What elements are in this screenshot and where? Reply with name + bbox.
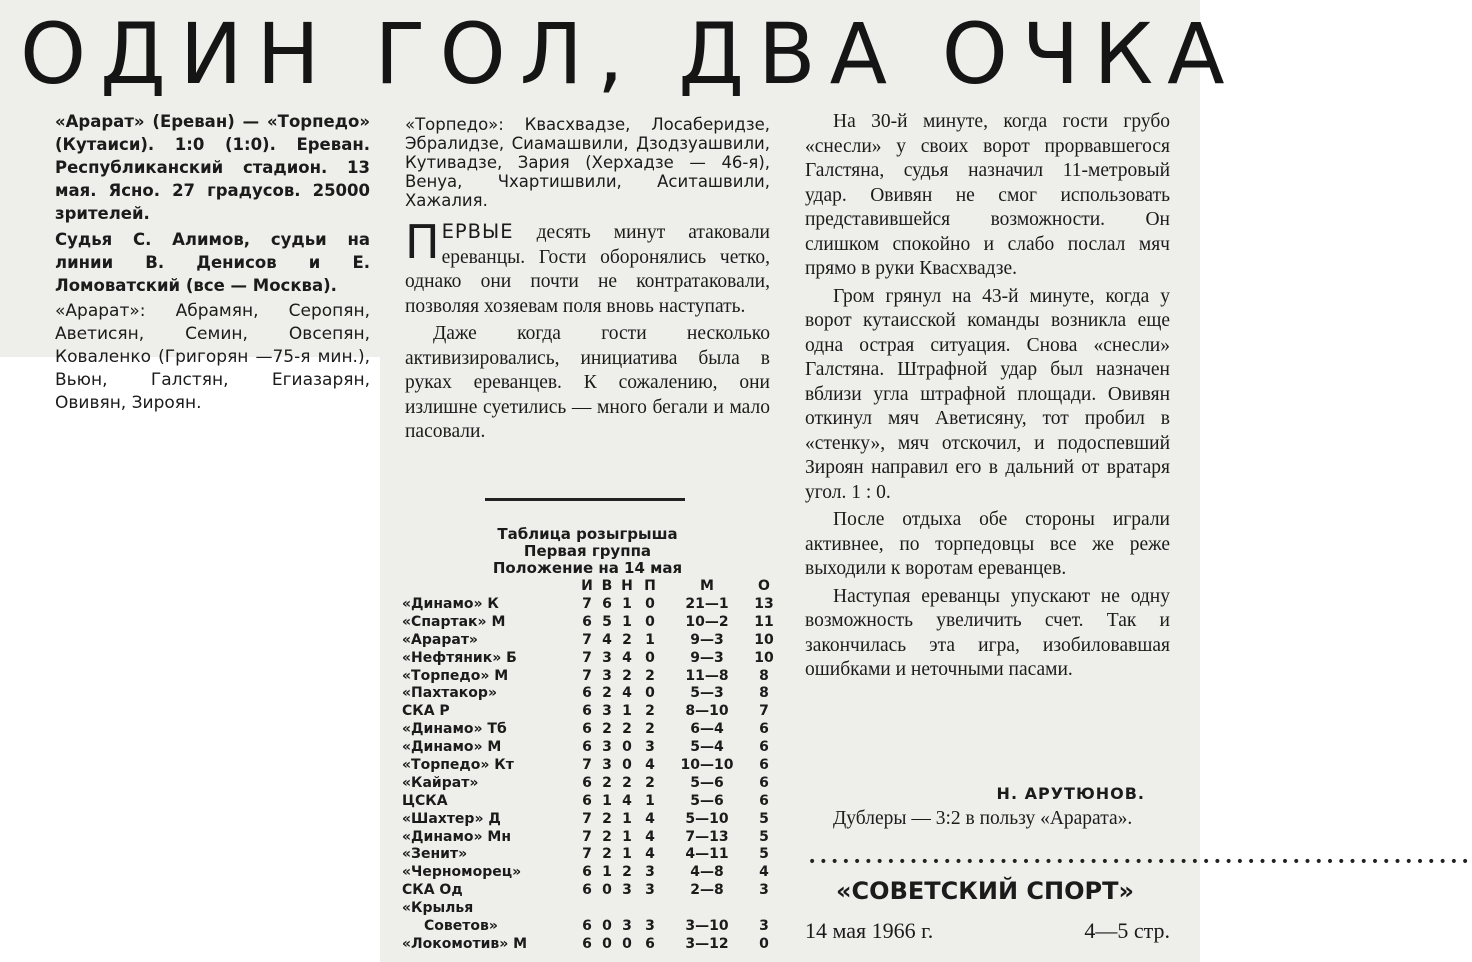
standings-title	[405, 526, 770, 577]
drop-cap: П	[405, 215, 440, 269]
drawn: 2	[622, 667, 632, 684]
section-divider	[485, 498, 685, 501]
goals: 4—11	[685, 846, 729, 863]
standings-title-2: Первая группа	[523, 542, 652, 560]
table-row	[402, 739, 777, 757]
lost: 4	[645, 757, 655, 774]
won: 0	[602, 882, 612, 899]
points: 13	[754, 596, 774, 612]
drawn: 1	[622, 828, 632, 845]
table-row	[402, 757, 777, 775]
standings-title-1: Таблица розыгрыша	[497, 525, 678, 543]
lost: 2	[645, 667, 655, 684]
drawn: 4	[622, 792, 632, 809]
goals: 10—2	[685, 613, 729, 630]
lost: 3	[645, 882, 655, 899]
team-name: «Нефтяник» Б	[402, 649, 517, 666]
played: 6	[582, 935, 592, 952]
drawn: 2	[622, 774, 632, 791]
table-row	[402, 632, 777, 650]
played: 6	[582, 703, 592, 720]
points: 6	[759, 774, 769, 791]
points: 7	[759, 703, 769, 720]
won: 3	[602, 703, 612, 720]
lost: 3	[645, 739, 655, 756]
played: 6	[582, 613, 592, 630]
won: 1	[602, 864, 612, 881]
played: 6	[582, 739, 592, 756]
won: 2	[602, 774, 612, 791]
article-paragraph-4: Гром грянул на 43-й минуте, когда у ворот кутаисской команды возникла еще одна острая ситуация. Снова «снесли» Галстяна. Штрафной удар был назначен вблизи угла штрафной площади. Овивян откинул мяч Аветисяну, тот пробил в «стенку», мяч отскочил, и подоспевший Зироян направил его в дальний от вратаря угол. 1 : 0.	[805, 285, 1170, 503]
goals: 21—1	[685, 596, 729, 612]
header-played: И	[581, 578, 593, 594]
won: 0	[602, 935, 612, 952]
team-name: «Кайрат»	[402, 774, 479, 791]
played: 7	[582, 846, 592, 863]
header-won: В	[601, 578, 613, 594]
lost: 0	[645, 649, 655, 666]
goals: 8—10	[685, 703, 729, 720]
table-row	[402, 775, 777, 793]
won: 0	[602, 918, 612, 935]
team-name: «Пахтакор»	[402, 685, 497, 702]
drawn: 1	[622, 810, 632, 827]
reserves-result: Дублеры — 3:2 в пользу «Арарата».	[833, 808, 1133, 829]
drawn: 2	[622, 631, 632, 648]
table-row	[402, 721, 777, 739]
goals: 3—10	[685, 918, 729, 935]
table-row	[402, 650, 777, 668]
table-row	[402, 846, 777, 864]
article-paragraph-1	[405, 215, 770, 319]
team-name: «Зенит»	[402, 846, 468, 863]
team-name: ЦСКА	[402, 792, 448, 809]
points: 5	[759, 810, 769, 827]
drawn: 2	[622, 864, 632, 881]
points: 3	[759, 882, 769, 899]
played: 7	[582, 810, 592, 827]
goals: 5—6	[690, 792, 724, 809]
article-paragraph-3: На 30-й минуте, когда гости грубо «снесли» у своих ворот прорвавшегося Галстяна, судья назначил 11-метровый удар. Овивян не смог использовать представившейся возможности. Он слишком спокойно и слабо послал мяч прямо в руки Квасхвадзе.	[805, 111, 1170, 279]
team-name: «Динамо» Мн	[402, 828, 512, 845]
header-goals: М	[700, 578, 714, 594]
team-name: «Шахтер» Д	[402, 810, 501, 827]
table-row	[402, 596, 777, 614]
goals: 10—10	[680, 757, 734, 774]
article-paragraph-5: После отдыха обе стороны играли активнее, по торпедовцы все же реже выходили к воротам ереванцев.	[805, 509, 1170, 579]
table-row	[402, 793, 777, 811]
points: 6	[759, 721, 769, 738]
won: 3	[602, 757, 612, 774]
points: 4	[759, 864, 769, 881]
drawn: 0	[622, 757, 632, 774]
drawn: 3	[622, 918, 632, 935]
lost: 2	[645, 703, 655, 720]
team-name: «Торпедо» Кт	[402, 757, 514, 774]
drawn: 3	[622, 882, 632, 899]
goals: 4—8	[690, 864, 724, 881]
team-name: «Локомотив» М	[402, 935, 528, 952]
lead-caps: ЕРВЫЕ	[441, 220, 514, 243]
goals: 9—3	[690, 631, 724, 648]
lost: 0	[645, 596, 655, 612]
won: 2	[602, 828, 612, 845]
goals: 11—8	[685, 667, 729, 684]
played: 6	[582, 774, 592, 791]
won: 6	[602, 596, 612, 612]
headline: ОДИН ГОЛ, ДВА ОЧКА	[20, 5, 1239, 103]
points: 8	[759, 667, 769, 684]
table-row	[402, 829, 777, 847]
goals: 3—12	[685, 935, 729, 952]
points: 6	[759, 792, 769, 809]
standings-title-3: Положение на 14 мая	[492, 559, 683, 577]
lost: 0	[645, 685, 655, 702]
goals: 7—13	[685, 828, 729, 845]
played: 6	[582, 792, 592, 809]
drawn: 4	[622, 649, 632, 666]
played: 6	[582, 864, 592, 881]
points: 8	[759, 685, 769, 702]
drawn: 1	[622, 596, 632, 612]
points: 0	[759, 935, 769, 952]
table-row	[402, 614, 777, 632]
won: 3	[602, 667, 612, 684]
played: 6	[582, 918, 592, 935]
lost: 3	[645, 918, 655, 935]
team-name: «Торпедо» М	[402, 667, 509, 684]
lost: 0	[645, 613, 655, 630]
referees: Судья С. Алимов, судьи на линии В. Денисов и Е. Ломоватский (все — Москва).	[55, 230, 370, 295]
table-row	[402, 811, 777, 829]
table-row	[402, 668, 777, 686]
match-info-column	[55, 110, 370, 418]
lost: 4	[645, 828, 655, 845]
dotted-divider: •••••••••••••••••••••••••••••••••••••••••••••••••••••••••••	[808, 854, 1472, 870]
article-paragraph-6: Наступая ереванцы упускают не одну возможность увеличить счет. Так и закончилась эта игра, изобиловавшая ошибками и неточными пасами.	[805, 585, 1170, 680]
team-name: Советов»	[424, 918, 498, 935]
issue-date: 14 мая 1966 г.	[805, 918, 934, 943]
table-row	[402, 703, 777, 721]
goals: 6—4	[690, 721, 724, 738]
goals: 5—6	[690, 774, 724, 791]
author-signature: Н. АРУТЮНОВ.	[996, 784, 1145, 803]
team-name: «Черноморец»	[402, 864, 522, 881]
lost: 1	[645, 631, 655, 648]
drawn: 1	[622, 846, 632, 863]
played: 7	[582, 649, 592, 666]
drawn: 1	[622, 613, 632, 630]
lost: 3	[645, 864, 655, 881]
header-lost: П	[644, 578, 656, 594]
played: 6	[582, 721, 592, 738]
points: 10	[754, 649, 774, 666]
drawn: 0	[622, 739, 632, 756]
points: 6	[759, 739, 769, 756]
played: 6	[582, 882, 592, 899]
won: 3	[602, 649, 612, 666]
newspaper-name: «СОВЕТСКИЙ СПОРТ»	[836, 877, 1134, 905]
goals: 9—3	[690, 649, 724, 666]
drawn: 2	[622, 721, 632, 738]
played: 7	[582, 828, 592, 845]
header-points: О	[758, 578, 770, 594]
table-row	[402, 685, 777, 703]
won: 3	[602, 739, 612, 756]
goals: 2—8	[690, 882, 724, 899]
team-name: СКА Р	[402, 703, 450, 720]
points: 5	[759, 846, 769, 863]
lost: 2	[645, 721, 655, 738]
article-column-right	[805, 110, 1170, 686]
points: 3	[759, 918, 769, 935]
won: 2	[602, 846, 612, 863]
goals: 5—4	[690, 739, 724, 756]
drawn: 4	[622, 685, 632, 702]
played: 7	[582, 667, 592, 684]
team-name: «Динамо» М	[402, 739, 502, 756]
points: 5	[759, 828, 769, 845]
team-name: «Динамо» Тб	[402, 721, 507, 738]
played: 7	[582, 631, 592, 648]
article-paragraph-1-text: десять минут атаковали ереванцы. Гости оборонялись четко, однако они почти не контратаковали, позволяя хозяевам поля вновь наступать.	[405, 222, 770, 317]
drawn: 0	[622, 935, 632, 952]
team-name: СКА Од	[402, 882, 463, 899]
lost: 1	[645, 792, 655, 809]
won: 2	[602, 685, 612, 702]
points: 10	[754, 631, 774, 648]
header-drawn: Н	[621, 578, 633, 594]
lost: 6	[645, 935, 655, 952]
article-column-left	[405, 115, 770, 448]
standings-table	[402, 578, 777, 954]
article-paragraph-2: Даже когда гости несколько активизировались, инициатива была в руках ереванцев. К сожалению, они излишне суетились — много бегали и мало пасовали.	[405, 323, 770, 442]
points: 6	[759, 757, 769, 774]
lost: 4	[645, 846, 655, 863]
lost: 2	[645, 774, 655, 791]
played: 6	[582, 685, 592, 702]
table-row	[402, 864, 777, 882]
won: 2	[602, 810, 612, 827]
drawn: 1	[622, 703, 632, 720]
won: 4	[602, 631, 612, 648]
table-row-name-line	[402, 900, 777, 918]
lost: 4	[645, 810, 655, 827]
team-name: «Спартак» М	[402, 613, 506, 630]
lineup-torpedo: «Торпедо»: Квасхвадзе, Лосаберидзе, Эбралидзе, Сиамашвили, Дзодзуашвили, Кутивадзе, Зария (Херхадзе — 46-я), Венуа, Чхартишвили, Аситашвили, Хажалия.	[405, 115, 770, 210]
won: 5	[602, 613, 612, 630]
team-name: «Крылья	[402, 900, 474, 917]
table-row	[402, 936, 777, 954]
issue-line	[805, 917, 1170, 945]
lineup-ararat: «Арарат»: Абрамян, Серопян, Аветисян, Семин, Овсепян, Коваленко (Григорян —75-я мин.), Вьюн, Галстян, Егиазарян, Овивян, Зироян.	[55, 301, 370, 413]
team-name: «Арарат»	[402, 631, 478, 648]
points: 11	[754, 613, 774, 630]
table-row	[402, 918, 777, 936]
match-header: «Арарат» (Ереван) — «Торпедо» (Кутаиси). 1:0 (1:0). Ереван. Республиканский стадион. 13 мая. Ясно. 27 градусов. 25000 зрителей.	[55, 112, 370, 223]
played: 7	[582, 596, 592, 612]
issue-pages: 4—5 стр.	[1084, 918, 1170, 943]
played: 7	[582, 757, 592, 774]
standings-header-row	[402, 578, 777, 596]
won: 2	[602, 721, 612, 738]
won: 1	[602, 792, 612, 809]
table-row	[402, 882, 777, 900]
team-name: «Динамо» К	[402, 596, 499, 612]
goals: 5—3	[690, 685, 724, 702]
goals: 5—10	[685, 810, 729, 827]
